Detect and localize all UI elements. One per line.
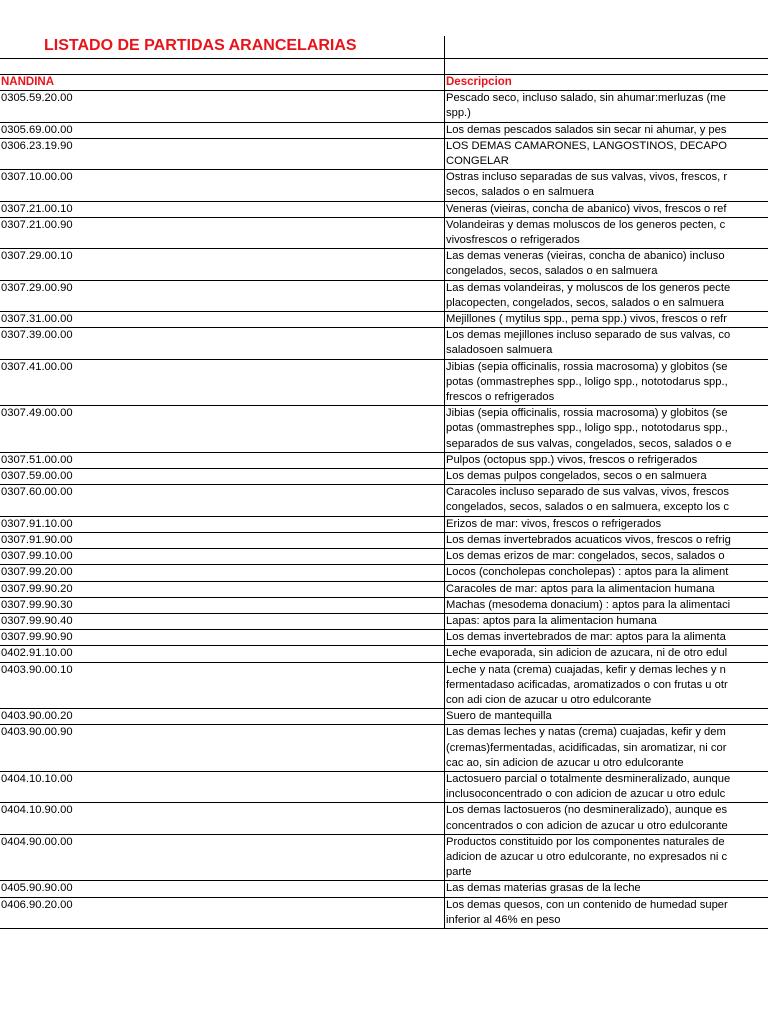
table-row [0, 532, 768, 548]
description-line: Jibias (sepia officinalis, rossia macrosoma) y globitos (se [446, 360, 728, 373]
nandina-code-cell: 0307.29.00.10 [0, 249, 445, 280]
table-row [0, 249, 768, 280]
nandina-code-cell: 0306.23.19.90 [0, 138, 445, 169]
table-row [0, 881, 768, 897]
description-line: Los demas mejillones incluso separado de sus valvas, co [446, 329, 731, 342]
description-line: Ostras incluso separadas de sus valvas, vivos, frescos, r [446, 171, 728, 184]
description-cell [445, 897, 768, 928]
description-cell [445, 122, 768, 138]
description-cell [445, 646, 768, 662]
table-row [0, 613, 768, 629]
description-line: Suero de mantequilla [446, 710, 552, 723]
table-row [0, 709, 768, 725]
description-line: Los demas pescados salados sin secar ni ahumar, y pes [446, 123, 727, 136]
table-row [0, 328, 768, 359]
description-line: fermentadaso acificadas, aromatizados o con frutas u otr [446, 678, 728, 691]
description-cell [445, 469, 768, 485]
description-cell [445, 725, 768, 772]
description-line: parte [446, 866, 472, 879]
table-row [0, 549, 768, 565]
description-line: Leche y nata (crema) cuajadas, kefir y demas leches y n [446, 663, 726, 676]
title-row [0, 36, 768, 59]
description-line: inferior al 46% en peso [446, 913, 561, 926]
description-line: Los demas erizos de mar: congelados, secos, salados o [446, 550, 725, 563]
description-line: secos, salados o en salmuera [446, 186, 595, 199]
description-line: Los demas lactosueros (no desmineralizado), aunque es [446, 804, 728, 817]
nandina-code-cell: 0307.41.00.00 [0, 359, 445, 406]
description-cell [445, 485, 768, 516]
description-cell [445, 597, 768, 613]
description-cell [445, 565, 768, 581]
description-cell [445, 803, 768, 834]
nandina-code-cell: 0403.90.00.90 [0, 725, 445, 772]
description-line: Los demas quesos, con un contenido de humedad super [446, 898, 728, 911]
description-line: spp.) [446, 107, 471, 120]
nandina-code-cell: 0307.99.90.40 [0, 613, 445, 629]
description-cell [445, 630, 768, 646]
description-line: placopecten, congelados, secos, salados o en salmuera [446, 296, 724, 309]
description-cell [445, 217, 768, 248]
description-line: LOS DEMAS CAMARONES, LANGOSTINOS, DECAPO [446, 139, 727, 152]
table-row [0, 725, 768, 772]
table-row [0, 662, 768, 709]
description-line: congelados, secos, salados o en salmuera [446, 265, 658, 278]
table-row [0, 406, 768, 453]
nandina-code-cell: 0307.99.10.00 [0, 549, 445, 565]
description-cell [445, 91, 768, 122]
nandina-code-cell: 0307.99.90.20 [0, 581, 445, 597]
description-cell [445, 452, 768, 468]
table-row [0, 771, 768, 802]
description-line: Caracoles de mar: aptos para la alimentacion humana [446, 582, 715, 595]
description-cell [445, 359, 768, 406]
nandina-code-cell: 0403.90.00.20 [0, 709, 445, 725]
description-cell [445, 881, 768, 897]
description-cell [445, 613, 768, 629]
nandina-code-cell: 0404.90.00.00 [0, 834, 445, 881]
description-line: Caracoles incluso separado de sus valvas, vivos, frescos [446, 486, 729, 499]
description-cell [445, 249, 768, 280]
description-line: Mejillones ( mytilus spp., pema spp.) vivos, frescos o refr [446, 313, 728, 326]
nandina-code-cell: 0307.99.90.30 [0, 597, 445, 613]
description-line: con adi cion de azucar u otro edulcorante [446, 693, 652, 706]
nandina-code-cell: 0307.31.00.00 [0, 312, 445, 328]
description-line: Lapas: aptos para la alimentacion humana [446, 614, 657, 627]
table-row [0, 217, 768, 248]
table-row [0, 312, 768, 328]
description-line: inclusoconcentrado o con adicion de azucar u otro edulc [446, 788, 726, 801]
table-row [0, 485, 768, 516]
description-line: Erizos de mar: vivos, frescos o refrigerados [446, 517, 662, 530]
nandina-code-cell: 0307.49.00.00 [0, 406, 445, 453]
description-cell [445, 312, 768, 328]
nandina-code-cell: 0403.90.00.10 [0, 662, 445, 709]
table-row [0, 565, 768, 581]
table-row [0, 469, 768, 485]
header-descripcion: Descripcion [445, 75, 768, 91]
description-line: cac ao, sin adicion de azucar u otro edulcorante [446, 756, 684, 769]
description-cell [445, 581, 768, 597]
description-cell [445, 516, 768, 532]
table-row [0, 452, 768, 468]
header-nandina: NANDINA [0, 75, 445, 91]
description-line: CONGELAR [446, 155, 509, 168]
description-cell [445, 280, 768, 311]
description-cell [445, 662, 768, 709]
description-line: (cremas)fermentadas, acidificadas, sin aromatizar, ni cor [446, 741, 727, 754]
nandina-code-cell: 0307.39.00.00 [0, 328, 445, 359]
nandina-code-cell: 0307.91.10.00 [0, 516, 445, 532]
description-line: frescos o refrigerados [446, 391, 555, 404]
description-line: Locos (concholepas concholepas) : aptos para la aliment [446, 566, 729, 579]
nandina-code-cell: 0307.59.00.00 [0, 469, 445, 485]
nandina-code-cell: 0402.91.10.00 [0, 646, 445, 662]
tariff-table [0, 74, 768, 929]
description-cell [445, 328, 768, 359]
blank-row [0, 58, 768, 75]
nandina-code-cell: 0405.90.90.00 [0, 881, 445, 897]
description-line: Pescado seco, incluso salado, sin ahumar:merluzas (me [446, 92, 726, 105]
description-line: separados de sus valvas, congelados, secos, salados o e [446, 437, 732, 450]
table-row [0, 359, 768, 406]
table-row [0, 138, 768, 169]
description-line: Volandeiras y demas moluscos de los generos pecten, c [446, 218, 726, 231]
table-row [0, 516, 768, 532]
description-cell [445, 709, 768, 725]
nandina-code-cell: 0307.21.00.90 [0, 217, 445, 248]
description-line: Leche evaporada, sin adicion de azucara, ni de otro edul [446, 647, 728, 660]
table-row [0, 803, 768, 834]
table-row [0, 630, 768, 646]
description-line: Veneras (vieiras, concha de abanico) vivos, frescos o ref [446, 202, 727, 215]
description-line: Las demas leches y natas (crema) cuajadas, kefir y dem [446, 726, 726, 739]
nandina-code-cell: 0307.29.00.90 [0, 280, 445, 311]
description-cell [445, 549, 768, 565]
description-line: potas (ommastrephes spp., loligo spp., nototodarus spp., [446, 375, 728, 388]
table-row [0, 834, 768, 881]
table-row [0, 646, 768, 662]
description-line: Los demas pulpos congelados, secos o en salmuera [446, 470, 707, 483]
table-row [0, 122, 768, 138]
description-cell [445, 406, 768, 453]
table-row [0, 581, 768, 597]
description-cell [445, 201, 768, 217]
table-row [0, 280, 768, 311]
description-line: saladosoen salmuera [446, 344, 553, 357]
description-line: Productos constituido por los componentes naturales de [446, 835, 725, 848]
nandina-code-cell: 0406.90.20.00 [0, 897, 445, 928]
nandina-code-cell: 0305.59.20.00 [0, 91, 445, 122]
description-line: concentrados o con adicion de azucar u otro edulcorante [446, 819, 728, 832]
description-line: Las demas volandeiras, y moluscos de los generos pecte [446, 281, 731, 294]
description-line: Las demas materias grasas de la leche [446, 882, 641, 895]
description-line: Machas (mesodema donacium) : aptos para la alimentaci [446, 598, 731, 611]
nandina-code-cell: 0404.10.90.00 [0, 803, 445, 834]
description-line: adicion de azucar u otro edulcorante, no expresados ni c [446, 850, 728, 863]
table-row [0, 91, 768, 122]
table-row [0, 597, 768, 613]
table-row [0, 170, 768, 201]
nandina-code-cell: 0307.99.20.00 [0, 565, 445, 581]
description-line: potas (ommastrephes spp., loligo spp., nototodarus spp., [446, 422, 728, 435]
description-line: Los demas invertebrados acuaticos vivos, frescos o refrig [446, 533, 731, 546]
description-cell [445, 834, 768, 881]
nandina-code-cell: 0307.21.00.10 [0, 201, 445, 217]
description-line: vivosfrescos o refrigerados [446, 234, 580, 247]
nandina-code-cell: 0404.10.10.00 [0, 771, 445, 802]
description-cell [445, 532, 768, 548]
nandina-code-cell: 0307.60.00.00 [0, 485, 445, 516]
table-header-row [0, 75, 768, 91]
table-row [0, 897, 768, 928]
nandina-code-cell: 0305.69.00.00 [0, 122, 445, 138]
description-cell [445, 771, 768, 802]
description-line: Jibias (sepia officinalis, rossia macrosoma) y globitos (se [446, 407, 728, 420]
description-line: Los demas invertebrados de mar: aptos para la alimenta [446, 631, 726, 644]
description-line: congelados, secos, salados o en salmuera, excepto los c [446, 501, 729, 514]
description-cell [445, 138, 768, 169]
nandina-code-cell: 0307.51.00.00 [0, 452, 445, 468]
page-title: LISTADO DE PARTIDAS ARANCELARIAS [44, 37, 357, 54]
description-line: Pulpos (octopus spp.) vivos, frescos o refrigerados [446, 453, 698, 466]
description-line: Las demas veneras (vieiras, concha de abanico) incluso [446, 250, 725, 263]
description-line: Lactosuero parcial o totalmente desmineralizado, aunque [446, 772, 731, 785]
nandina-code-cell: 0307.91.90.00 [0, 532, 445, 548]
table-row [0, 201, 768, 217]
nandina-code-cell: 0307.10.00.00 [0, 170, 445, 201]
description-cell [445, 170, 768, 201]
nandina-code-cell: 0307.99.90.90 [0, 630, 445, 646]
